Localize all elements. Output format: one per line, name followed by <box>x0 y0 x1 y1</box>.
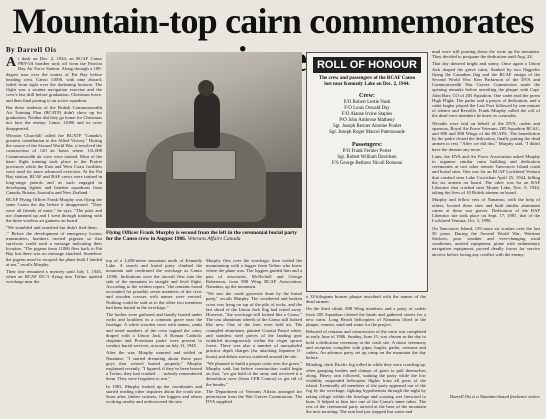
paragraph <box>6 56 102 103</box>
paragraph: After the war, Murphy married and settled in Nanaimo. "I started dreaming about those poor guys that weren't buried properly," Murphy explained recently. "I figured, if they've been buried a Tofino, they had crashed . . . nobody remembered them. They were forgotten to rest." <box>106 350 202 382</box>
paragraph: Murphy and fellow vets of Nanaimo, with the help of others, located these sites and built similar aluminum cairns at these war graves. Dedication of the RAF Liberator site took place on Sept. 17, 1987, that of the Lockheed Ventura, Oct. 3, 1996. <box>432 197 540 224</box>
paragraph: The bodies were gathered and hastily buried under rocks and boulders in a common grave near the fuselage. A white wooden cross with names, ranks and serial numbers of the crew topped the cairn, draped with a Union Jack. A Roman Catholic chaplain and Protestant padre were present to conduct burial services, at noon on July 11, 1945. <box>106 312 202 349</box>
paragraph: mud were still pouring down the route up the mountain. They decided to postpone the dedication until Aug. 24. <box>432 49 540 60</box>
article-column-4 <box>306 294 426 416</box>
paragraph-text: t dusk on Dec. 2, 1944, an RCAF Canso PBY-5A bomber took off from the Patricia Bay Air Force Station. Along through a 180-degree turn over the waters of Pat Bay before heading west, Canso 11006, with nine aboard, failed from sight over the darkening horizon. The flight was a routine navigation exercise and the crew's last drill before graduation. Christmas leave, and then final posting to an active squadron. <box>6 56 102 103</box>
paragraph: "We planned to build a proper cairn over the grave," Murphy said, but before construction could begin on that, "we got hold of the army and received it a demolition crew (from CFB Comox) to get rid of the bombs." <box>206 360 302 387</box>
passenger: Sgt. Robert William Davidson <box>337 154 397 160</box>
roll-of-honour-box <box>306 52 428 292</box>
passenger-list <box>307 149 427 167</box>
paragraph: RCAF Flying Officer Frank Murphy was flying the same Canso the day before it disappeared. "They were all friends of mine," he says. "The pilot and me chummed up and I went through training with the three wireless air gunners on board. <box>6 197 102 224</box>
crew-member: F/O Robert Leslie Nash <box>343 100 391 105</box>
paragraph: top of a 1,200-metre mountain north of Kennedy Lake. A search and burial party climbed the mountain and confirmed the wreckage as Canso 11006. Indications were the aircraft flew into the side of the mountain in straight and level flight. According to the written report, "the remains found accounted for possibly seven members of the crew and wooden crosses with names were erected. Nothing could be said as to the other two members had been buried in the wreckage." <box>106 258 202 310</box>
headline: Mountain-top cairn commemorates <box>12 1 534 41</box>
paragraph: Later, the DVA and Air Force Association asked Murphy to organize similar cairn building and dedication ceremonies at two other remote Vancouver Island crash and burial sites. One was for an RCAF Lockheed Ventura that crashed near Lake Cowichan April 25, 1944, killing the six airmen on board. The other was for an RAF Liberator that crashed near Mount Lake, Nov. 9, 1944, taking the lives of 10 British airmen on board. <box>432 153 540 196</box>
author-signature: Darrell Ois is a Nanaimo-based freelance writer. <box>449 394 540 399</box>
article-column-1 <box>6 56 102 416</box>
paragraph: Wreaths were laid on behalf of the DVA, cadets and sponsors, Royal Air Force Veterans, 205 Squadron RCAC, and 808 and 808 Wings of the RCAFA. The benediction by the padre closed the dedication, finally putting the dead airmen to rest. "After we did this," Murphy said, "I didn't have the dreams any more." <box>432 120 540 152</box>
roll-intro: The crew and passengers of the RCAF Canso lost near Kennedy Lake on Dec. 2, 1944. <box>318 76 416 87</box>
crew-member: Sgt. Joseph Roger Marcel Paterneaude <box>329 130 405 136</box>
crew-member: F/O Louis Oswald Day <box>344 106 390 112</box>
article-column-2 <box>106 258 202 416</box>
paragraph: That day dawned bright and sunny. Once again a Union Jack draped the grave cairn, flanked by two flagpoles flying the Canadian flag and the RCAF ensign of the Second World War. Ken Parkinson of the DVA and Commonwealth War Graves Commission made the opening remarks before unveiling the plaque with Capt. John Barr, CO of 205 Squadron. One cadet read the poem High Flight. The padre said a prayer of dedication, and a cadet bugler played the Last Post followed by one minute of silence and Reveille. Frank Murphy called the roll of the dead crew members he knew as comrades. <box>432 61 540 119</box>
photo-credit: Veterans Affairs Canada <box>187 236 241 243</box>
crew-member: F/O Alanse Irvine Staples <box>341 112 393 118</box>
article-column-3 <box>206 258 302 416</box>
paragraph: The Department of Veterans Affairs arranged for permission from the War Graves Commission. The DVA supplied <box>206 388 302 405</box>
crew-list <box>307 100 427 137</box>
passenger: F/S George Bethour Nicoll Romeau <box>331 160 403 166</box>
paragraph: On Vancouver Island, 139 more air crashes over the last 50 years. During the Second World War, Wartime Stickers, poor weather and ever-changing wind conditions, untried equipment, plane with rudimentary navigation equipment, proved deadly forces for service aircrew before facing any conflict with the enemy. <box>432 225 540 257</box>
bronze-plaque <box>172 150 236 180</box>
paragraph: Reburial of remains and construction of the cairn was completed in early June of 1986. Sunday, June 15, was chosen as the day to hold a dedication ceremony at the crash site. A dawn ceremony and reception complete with piper, bugler, padre, veterans and cadets. An advance party set up camp on the mountain the day before. <box>306 329 426 361</box>
paragraph: On the third climb, 808 Wing members and a party of cadets from 205 Squadron cleared the brush and gathered stones for a new cairn. Long Beach helicopters of Nanaimo lifted in the plaque, cement, sand and water for the project. <box>306 306 426 328</box>
byline: By Darrell Ois <box>6 46 57 54</box>
paragraph: But these students of the British Commonwealth Air Training Plan (BCATP) didn't show up for graduation. Neither did they go home for Christmas nor face the enemy. Canso 11006 and its crew disappeared. <box>6 104 102 131</box>
paragraph: Their fate remained a mystery until July 1, 1945, when an RCAF DC-3 flying into Tofino spotted wreckage near the <box>6 268 102 285</box>
photo-caption: Flying Officer Frank Murphy is second from the left in the ceremonial burial party for the Canso crew in August 1986. Veterans Affairs Canada <box>106 230 297 243</box>
paragraph: Murphy flew over the wreckage, then visited the mountaintop with a logger from Tofino who knew where the plane was. The loggers guided him and a pair of associates, McNicholl and George Robertson, from 808 Wing RCAF Association, Nanaimo, up the mountain. <box>206 258 302 290</box>
paragraph: "We stumbled and searched but didn't find them . . ." Before the development of emergency locator transmitters, bombers carried pigeons so that survivors could send a message indicating their location. "The pigeon from 11006 flew back to Pat Bay but there was no message attached. Somehow the pigeon must've escaped the plane built I landed at sea," recalls Murphy. <box>6 225 102 267</box>
person-figure <box>194 92 220 148</box>
article-column-5 <box>432 49 540 391</box>
paragraph: Winston Churchill called the BCATP "Canada's greatest contribution to the Allied Victory." During the course of the Second World War, it involved the construction of 120 air bases where 131,000 Commonwealth air crew were trained. Most of the basic flight training took place in the Prairie provinces while the East and West Coast facilities were used for more advanced exercises. At the Pat Bay station, RCAF and RAF crews were trained in long-range patrols and as such engaged in developing fighter and bomber squadrons from Canada, Britain, Australia and New Zealand. <box>6 132 102 196</box>
passengers-heading: Passengers: <box>352 141 382 148</box>
crew-member: P/O John Ambrose Matheny <box>339 118 395 124</box>
paragraph: a 32-kilogram bronze plaque inscribed with the names of the dead airmen. <box>306 294 426 305</box>
paragraph: "We saw the crude gravesite done by the burial party," recalls Murphy. The weathered and broken cross was lying on top of the pile of rocks, and the last shred of the Union Jack flag had rotted away. However, "the wreckage still looked like a Canso." The cast aluminum wheels of the Canso still looked like new. One of the tires even held air. The crumpled aluminum, painted Coastal Patrol white, and stainless steel pieces of the landing gear twinkled incongruously within the virgin spruce forest. There was also a number of unexploded practice depth charges (for attacking Japanese U-boats) and debris strewn scattered around the site. <box>206 291 302 359</box>
paragraph: Blinding, thick Pacific fog rolled in while they were crawling up, often grasping bushes and clumps of grass to pull themselves along. Heavy rain followed, soaking the party while the low visibility suspended helicopter flights from all ports of the island. Eventually all members of the party appeared out of the fog by the wreckage, fighting hypothermia through the night by taking refuge within the fuselage and coaxing wet firewood to burn. It helped to him into one of the Canso's inner tubes. The rest of the ceremonial party arrived at the base of the mountain the next morning. The rain had just stopped but water and <box>306 362 426 415</box>
crew-member: Sgt. Joseph Rexner Antoine Poulet <box>332 124 402 130</box>
roll-title: ROLL OF HONOUR <box>313 57 421 73</box>
ceremony-photo <box>106 52 302 228</box>
paragraph: In 1983, Murphy looked up the coordinates and started reading other inquiries about the crash site. Soon after, timber cruisers, fire loggers and others working nearby and rediscovered the site. <box>106 383 202 405</box>
drop-cap: A <box>6 56 17 70</box>
crew-heading: Crew: <box>359 93 375 99</box>
passenger: P/O Frank Fernier Porter <box>342 148 392 154</box>
